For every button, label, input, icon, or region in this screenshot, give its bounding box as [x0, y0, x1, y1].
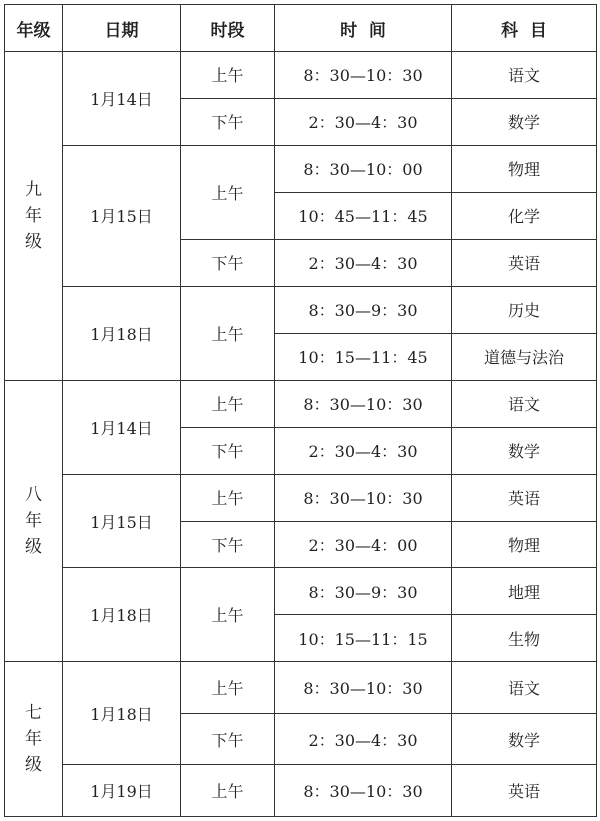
- date-cell: 1月18日: [63, 286, 181, 380]
- period-cell: 上午: [181, 474, 275, 521]
- time-cell: 8：30—10：30: [275, 52, 452, 99]
- header-subject: 科 目: [452, 5, 597, 52]
- date-cell: 1月15日: [63, 474, 181, 568]
- subject-cell: 道德与法治: [452, 333, 597, 380]
- header-date: 日期: [63, 5, 181, 52]
- subject-cell: 数学: [452, 427, 597, 474]
- time-cell: 2：30—4：30: [275, 239, 452, 286]
- subject-cell: 语文: [452, 52, 597, 99]
- grade-7-cell: 七 年 级: [5, 662, 63, 817]
- table-row: [5, 145, 597, 192]
- period-cell: 下午: [181, 427, 275, 474]
- time-cell: 8：30—10：30: [275, 380, 452, 427]
- date-cell: 1月18日: [63, 568, 181, 662]
- subject-cell: 英语: [452, 765, 597, 817]
- period-cell: 上午: [181, 662, 275, 714]
- table-row: [5, 474, 597, 521]
- subject-cell: 物理: [452, 521, 597, 568]
- grade-9-cell: 九 年 级: [5, 52, 63, 381]
- time-cell: 8：30—9：30: [275, 286, 452, 333]
- period-cell: 下午: [181, 713, 275, 765]
- header-grade: 年级: [5, 5, 63, 52]
- time-cell: 2：30—4：30: [275, 427, 452, 474]
- subject-cell: 历史: [452, 286, 597, 333]
- subject-cell: 生物: [452, 615, 597, 662]
- time-cell: 10：15—11：15: [275, 615, 452, 662]
- table-row: [5, 380, 597, 427]
- time-cell: 2：30—4：00: [275, 521, 452, 568]
- time-cell: 2：30—4：30: [275, 713, 452, 765]
- period-cell: 下午: [181, 98, 275, 145]
- period-cell: 上午: [181, 765, 275, 817]
- table-row: [5, 765, 597, 817]
- subject-cell: 英语: [452, 239, 597, 286]
- table-row: [5, 286, 597, 333]
- subject-cell: 物理: [452, 145, 597, 192]
- table-row: [5, 568, 597, 615]
- subject-cell: 数学: [452, 713, 597, 765]
- subject-cell: 地理: [452, 568, 597, 615]
- date-cell: 1月18日: [63, 662, 181, 765]
- subject-cell: 化学: [452, 192, 597, 239]
- time-cell: 8：30—10：30: [275, 474, 452, 521]
- period-cell: 上午: [181, 380, 275, 427]
- time-cell: 8：30—10：00: [275, 145, 452, 192]
- period-cell: 下午: [181, 521, 275, 568]
- table-row: [5, 52, 597, 99]
- subject-cell: 语文: [452, 662, 597, 714]
- header-period: 时段: [181, 5, 275, 52]
- period-cell: 上午: [181, 145, 275, 239]
- time-cell: 10：15—11：45: [275, 333, 452, 380]
- grade-8-cell: 八 年 级: [5, 380, 63, 662]
- time-cell: 10：45—11：45: [275, 192, 452, 239]
- date-cell: 1月15日: [63, 145, 181, 286]
- subject-cell: 英语: [452, 474, 597, 521]
- table-row: [5, 662, 597, 714]
- time-cell: 8：30—10：30: [275, 765, 452, 817]
- header-time: 时 间: [275, 5, 452, 52]
- time-cell: 2：30—4：30: [275, 98, 452, 145]
- exam-schedule-table: [4, 4, 597, 817]
- subject-cell: 语文: [452, 380, 597, 427]
- date-cell: 1月14日: [63, 52, 181, 146]
- subject-cell: 数学: [452, 98, 597, 145]
- time-cell: 8：30—10：30: [275, 662, 452, 714]
- period-cell: 上午: [181, 286, 275, 380]
- period-cell: 上午: [181, 52, 275, 99]
- period-cell: 上午: [181, 568, 275, 662]
- header-row: [5, 5, 597, 52]
- date-cell: 1月14日: [63, 380, 181, 474]
- time-cell: 8：30—9：30: [275, 568, 452, 615]
- date-cell: 1月19日: [63, 765, 181, 817]
- period-cell: 下午: [181, 239, 275, 286]
